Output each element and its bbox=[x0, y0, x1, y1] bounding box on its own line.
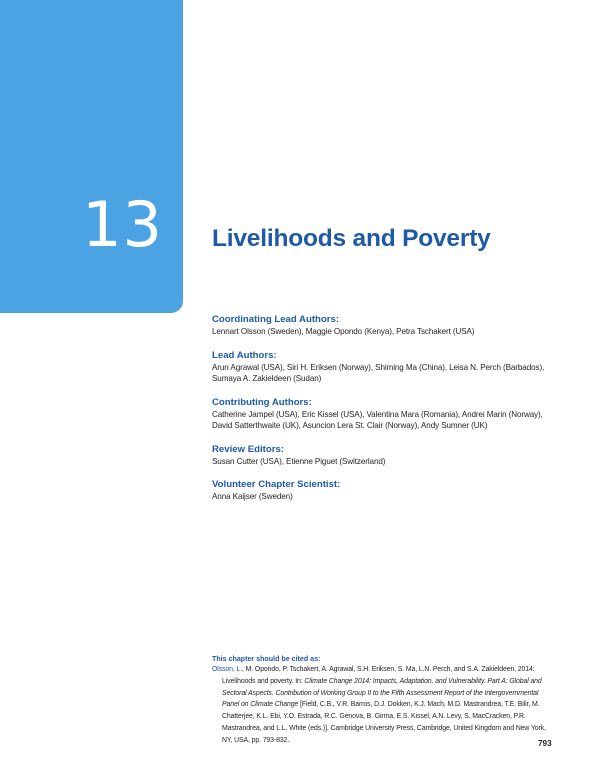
page-number: 793 bbox=[538, 739, 552, 748]
citation-text-part: , M. Opondo, P. Tschakert, A. Agrawal, S.H. Eriksen, S. Ma, L.N. Perch, and S.A. Zakieldeen, 2014: Livelihoods and poverty. In: bbox=[222, 666, 535, 685]
author-group-volunteer-scientist bbox=[212, 479, 582, 503]
author-group-heading: Contributing Authors: bbox=[212, 396, 312, 408]
author-names-line: Catherine Jampel (USA), Eric Kissel (USA), Valentina Mara (Romania), Andrei Marin (Norway), bbox=[212, 409, 543, 419]
author-group-contributing bbox=[212, 397, 582, 432]
citation-heading: This chapter should be cited as: bbox=[212, 655, 321, 663]
author-group-heading: Review Editors: bbox=[212, 443, 284, 455]
chapter-number: 13 bbox=[82, 188, 163, 261]
author-group-heading: Coordinating Lead Authors: bbox=[212, 314, 340, 325]
author-group-heading: Lead Authors: bbox=[212, 349, 277, 361]
author-names-line: Lennart Olsson (Sweden), Maggie Opondo (Kenya), Petra Tschakert (USA) bbox=[212, 327, 475, 336]
citation-block bbox=[212, 654, 557, 747]
author-group-heading: Volunteer Chapter Scientist: bbox=[212, 479, 341, 490]
author-names-line: Sumaya A. Zakieldeen (Sudan) bbox=[212, 374, 322, 383]
author-names-line: David Satterthwaite (UK), Asuncion Lera St. Clair (Norway), Andy Sumner (UK) bbox=[212, 421, 488, 430]
citation-book-title: Climate Change 2014: Impacts, Adaptation, and Vulnerability. Part A: Global and Sectoral Aspects. Contribution of Working Group II to the Fifth Assessment Report of the Intergovernmental Panel on Climate Change bbox=[222, 677, 542, 709]
chapter-color-block bbox=[0, 0, 183, 313]
citation-text-part: [Field, C.B., V.R. Barros, D.J. Dokken, K.J. Mach, M.D. Mastrandrea, T.E. Bilir, M. Chatterjee, K.L. Ebi, Y.O. Estrada, R.C. Genova, B. Girma, E.S. Kissel, A.N. Levy, S. MacCracken, P.R. Mastrandrea, and L.L. White (eds.)]. Cambridge University Press, Cambridge, United Kingdom and New York, NY, USA, pp. 793-832. bbox=[222, 701, 546, 744]
author-group-coordinating-lead bbox=[212, 314, 582, 338]
citation-text bbox=[212, 664, 557, 747]
author-group-review-editors bbox=[212, 444, 582, 468]
author-group-lead bbox=[212, 350, 582, 385]
author-names-line: Anna Kaijser (Sweden) bbox=[212, 492, 293, 501]
author-names-line: Susan Cutter (USA), Etienne Piguet (Switzerland) bbox=[212, 456, 386, 466]
chapter-title: Livelihoods and Poverty bbox=[212, 225, 491, 252]
citation-lead-author: Olsson, L. bbox=[212, 666, 243, 673]
author-list bbox=[212, 314, 582, 515]
author-names-line: Arun Agrawal (USA), Siri H. Eriksen (Norway), Shiming Ma (China), Leisa N. Perch (Barbados), bbox=[212, 362, 545, 372]
